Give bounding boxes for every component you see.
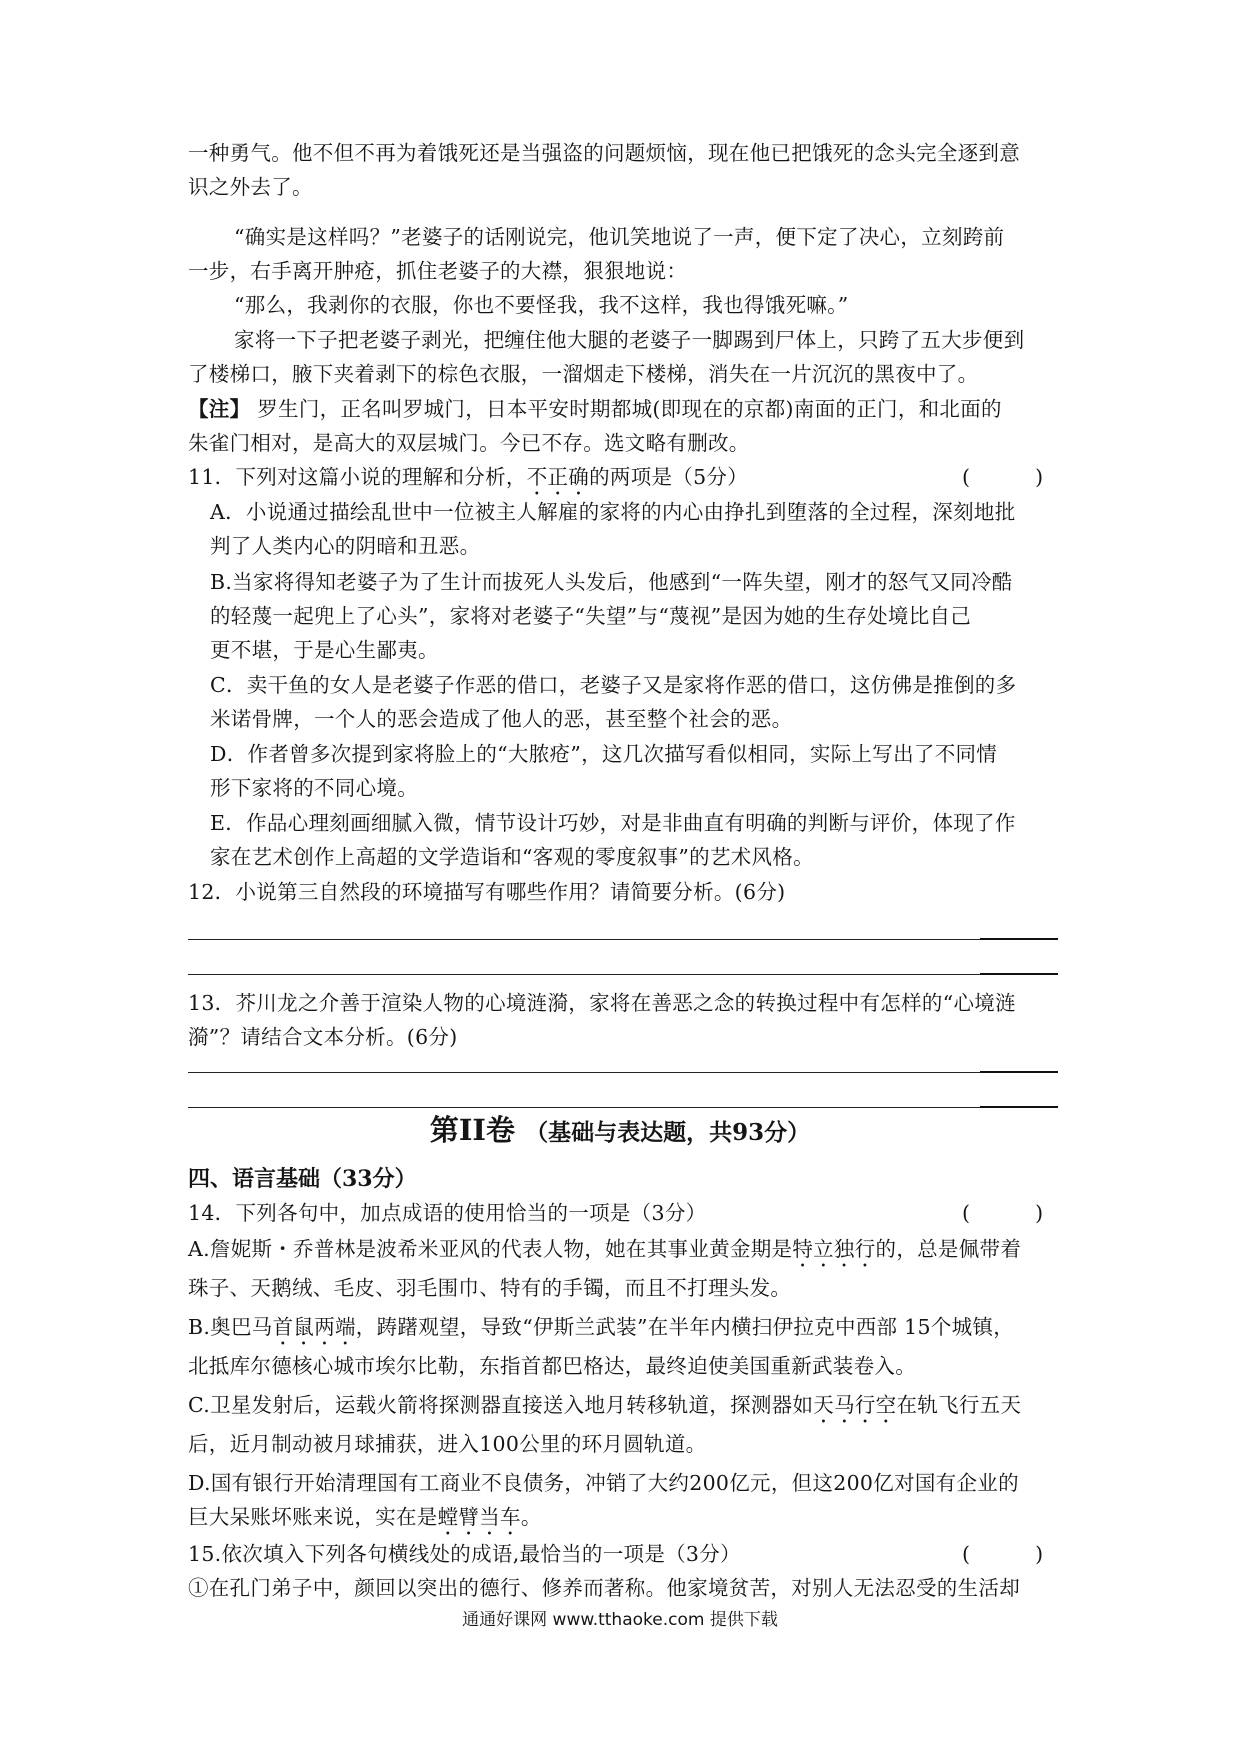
note-line: 【注】 罗生门，正名叫罗城门，日本平安时期都城(即现在的京都)南面的正门，和北面的 bbox=[188, 397, 1002, 421]
question-13-stem: 13．芥川龙之介善于渲染人物的心境涟漪，家将在善恶之念的转换过程中有怎样的“心境涟 bbox=[188, 991, 1016, 1015]
passage-line: 识之外去了。 bbox=[188, 175, 313, 199]
emphasis-text: 天马行空 bbox=[813, 1393, 897, 1417]
passage-line: “那么，我剥你的衣服，你也不要怪我，我不这样，我也得饿死嘛。” bbox=[234, 293, 849, 317]
passage-line: 家将一下子把老婆子剥光，把缠住他大腿的老婆子一脚踢到尸体上，只跨了五大步便到 bbox=[234, 328, 1025, 352]
option-d-cont: 巨大呆账坏账来说，实在是螳臂当车。 bbox=[188, 1505, 542, 1529]
option-b-cont: 北抵库尔德核心城市埃尔比勒，东指首都巴格达，最终迫使美国重新武装卷入。 bbox=[188, 1354, 916, 1378]
passage-line: 一种勇气。他不但不再为着饿死还是当强盗的问题烦恼，现在他已把饿死的念头完全逐到意 bbox=[188, 141, 1020, 165]
question-13-cont: 漪”？请结合文本分析。(6分) bbox=[188, 1025, 458, 1049]
emphasis-text: 螳臂当车 bbox=[437, 1505, 521, 1529]
option-d: D.国有银行开始清理国有工商业不良债务，冲销了大约200亿元，但这200亿对国有企业的 bbox=[188, 1471, 1019, 1495]
answer-bracket: ( ) bbox=[962, 1201, 1044, 1225]
option-b: B.奥巴马首鼠两端，踌躇观望，导致“伊斯兰武装”在半年内横扫伊拉克中西部 15个城镇， bbox=[188, 1315, 1015, 1339]
answer-line bbox=[188, 1072, 1056, 1073]
note-label: 【注】 bbox=[188, 397, 251, 421]
question-15-stem: 15.依次填入下列各句横线处的成语,最恰当的一项是（3分） bbox=[188, 1542, 741, 1566]
answer-line-end bbox=[980, 1071, 1058, 1073]
option-e-cont: 家在艺术创作上高超的文学造诣和“客观的零度叙事”的艺术风格。 bbox=[210, 845, 814, 869]
answer-bracket: ( ) bbox=[962, 465, 1044, 489]
passage-line: 一步，右手离开肿疮，抓住老婆子的大襟，狠狠地说： bbox=[188, 259, 688, 283]
question-15-line: ①在孔门弟子中，颜回以突出的德行、修养而著称。他家境贫苦，对别人无法忍受的生活却 bbox=[188, 1576, 1020, 1600]
part-title: 四、语言基础（33分） bbox=[188, 1166, 417, 1192]
option-a: A．小说通过描绘乱世中一位被主人解雇的家将的内心由挣扎到堕落的全过程，深刻地批 bbox=[210, 500, 1016, 524]
option-d: D．作者曾多次提到家将脸上的“大脓疮”，这几次描写看似相同，实际上写出了不同情 bbox=[210, 742, 998, 766]
option-a-cont: 判了人类内心的阴暗和丑恶。 bbox=[210, 534, 481, 558]
question-11-stem: 11．下列对这篇小说的理解和分析，不正确的两项是（5分） bbox=[188, 465, 749, 489]
option-c: C.卫星发射后，运载火箭将探测器直接送入地月转移轨道，探测器如天马行空在轨飞行五天 bbox=[188, 1393, 1022, 1417]
option-d-cont: 形下家将的不同心境。 bbox=[210, 776, 418, 800]
answer-bracket: ( ) bbox=[962, 1542, 1044, 1566]
passage-line: 了楼梯口，腋下夹着剥下的棕色衣服，一溜烟走下楼梯，消失在一片沉沉的黑夜中了。 bbox=[188, 362, 979, 386]
note-line: 朱雀门相对，是高大的双层城门。今已不存。选文略有删改。 bbox=[188, 431, 750, 455]
passage-line: “确实是这样吗？”老婆子的话刚说完，他讥笑地说了一声，便下定了决心，立刻跨前 bbox=[234, 225, 1005, 249]
emphasis-text: 首鼠两端 bbox=[272, 1315, 356, 1339]
option-c-cont: 后，近月制动被月球捕获，进入100公里的环月圆轨道。 bbox=[188, 1432, 707, 1456]
option-b-cont: 的轻蔑一起兜上了心头”，家将对老婆子“失望”与“蔑视”是因为她的生存处境比自己 bbox=[210, 604, 972, 628]
option-e: E．作品心理刻画细腻入微，情节设计巧妙，对是非曲直有明确的判断与评价，体现了作 bbox=[210, 811, 1016, 835]
emphasis-text: 不正确 bbox=[526, 465, 590, 489]
option-a-cont: 珠子、天鹅绒、毛皮、羽毛围巾、特有的手镯，而且不打理头发。 bbox=[188, 1276, 792, 1300]
footer-text: 通通好课网 www.tthaoke.com 提供下载 bbox=[462, 1610, 778, 1630]
option-a: A.詹妮斯・乔普林是波希米亚风的代表人物，她在其事业黄金期是特立独行的，总是佩带着 bbox=[188, 1237, 1022, 1261]
option-c: C．卖干鱼的女人是老婆子作恶的借口，老婆子又是家将作恶的借口，这仿佛是推倒的多 bbox=[210, 673, 1017, 697]
emphasis-text: 特立独行 bbox=[792, 1237, 876, 1261]
answer-line bbox=[188, 939, 1056, 940]
answer-line-end bbox=[980, 938, 1058, 940]
question-12-stem: 12．小说第三自然段的环境描写有哪些作用？请简要分析。(6分) bbox=[188, 880, 786, 904]
option-b-cont: 更不堪，于是心生鄙夷。 bbox=[210, 638, 439, 662]
option-b: B.当家将得知老婆子为了生计而拔死人头发后，他感到“一阵失望，刚才的怒气又同冷酷 bbox=[210, 570, 1013, 594]
question-14-stem: 14．下列各句中，加点成语的使用恰当的一项是（3分） bbox=[188, 1201, 707, 1225]
option-c-cont: 米诺骨牌，一个人的恶会造成了他人的恶，甚至整个社会的恶。 bbox=[210, 707, 793, 731]
section-title: 第II卷 （基础与表达题，共93分） bbox=[429, 1113, 811, 1147]
answer-line bbox=[188, 974, 1056, 975]
answer-line-end bbox=[980, 973, 1058, 975]
